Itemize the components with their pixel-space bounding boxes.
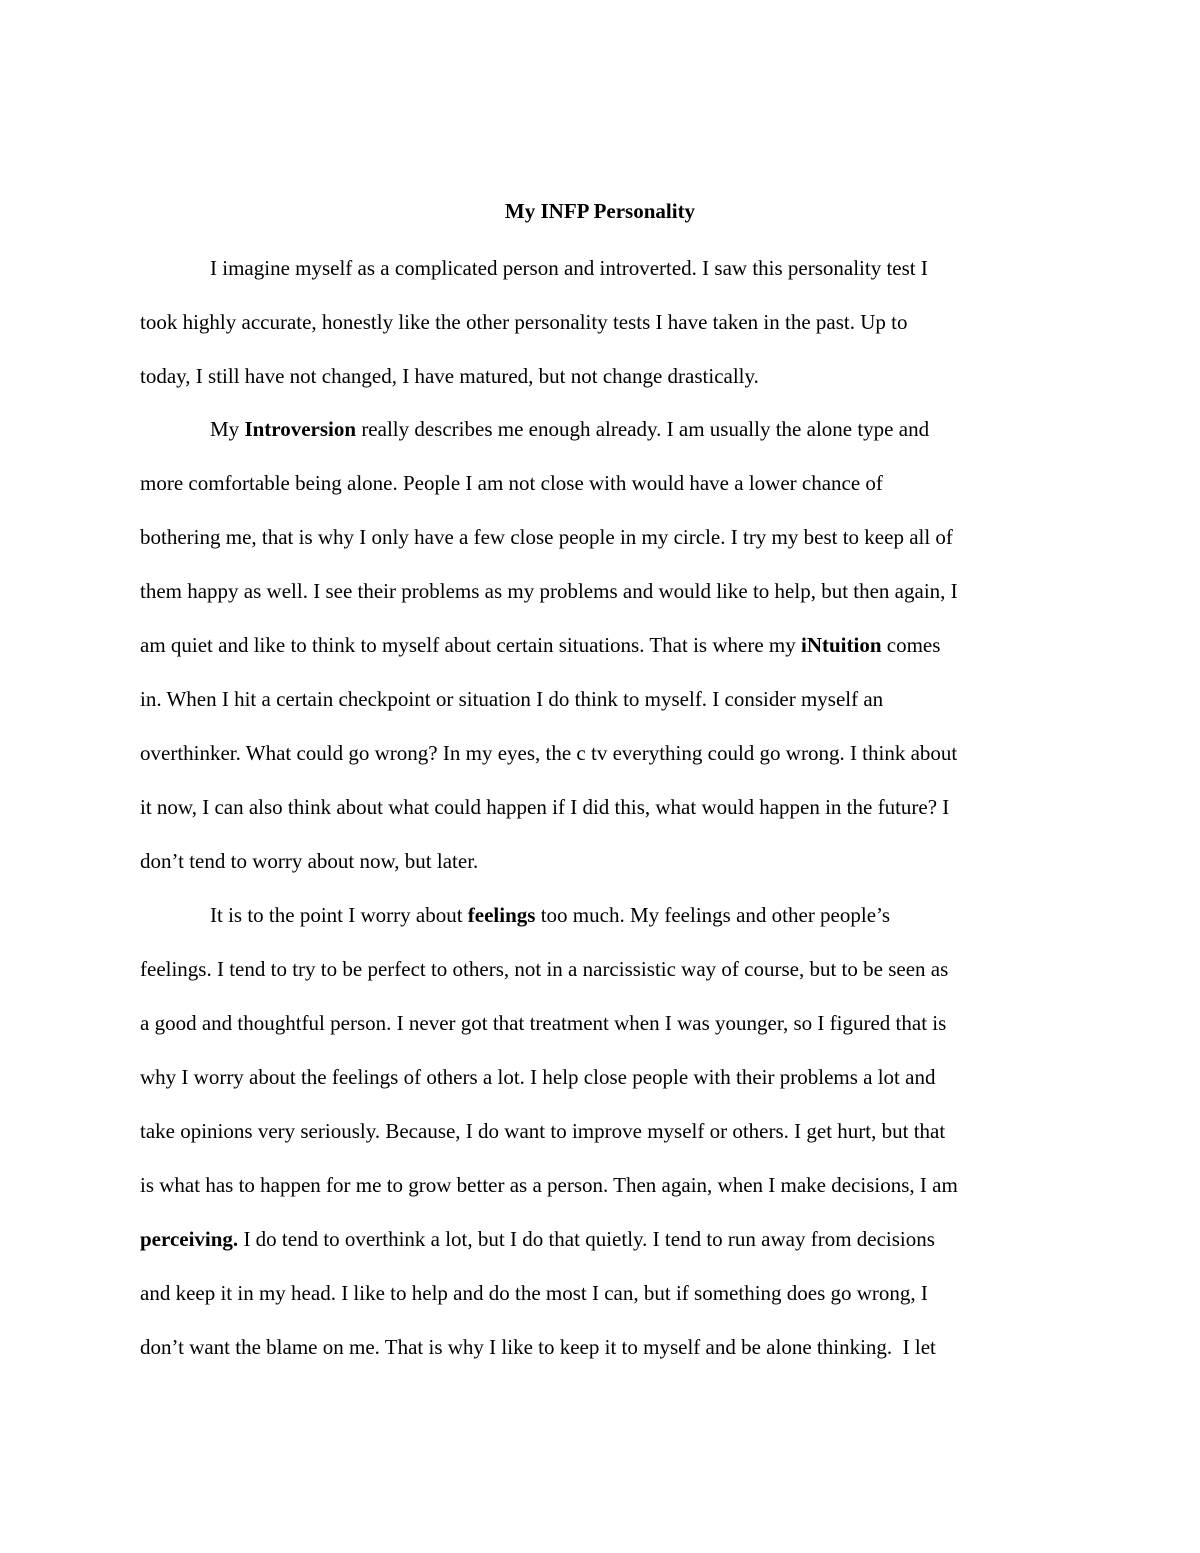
- paragraph-2-line-3: bothering me, that is why I only have a few close people in my circle. I try my best to keep all of: [140, 525, 953, 549]
- paragraph-2-line-8: it now, I can also think about what could happen if I did this, what would happen in the future? I: [140, 795, 950, 819]
- paragraph-3-line-9: don’t want the blame on me. That is why I like to keep it to myself and be alone thinking. I let: [140, 1335, 936, 1359]
- paragraph-2-line-5: [140, 627, 940, 663]
- text-run: really describes me enough already. I am usually the alone type and: [356, 417, 930, 441]
- text-run: too much. My feelings and other people’s: [535, 903, 891, 927]
- paragraph-3-line-3: a good and thoughtful person. I never got that treatment when I was younger, so I figured that is: [140, 1011, 947, 1035]
- text-run: I do tend to overthink a lot, but I do that quietly. I tend to run away from decisions: [238, 1227, 935, 1251]
- paragraph-2-line-9: don’t tend to worry about now, but later.: [140, 849, 479, 873]
- bold-term-feelings: feelings: [467, 903, 536, 927]
- text-run: My: [210, 417, 245, 441]
- text-run: It is to the point I worry about: [210, 903, 468, 927]
- paragraph-2-line-6: in. When I hit a certain checkpoint or situation I do think to myself. I consider myself an: [140, 687, 884, 711]
- paragraph-3-line-7: [140, 1221, 935, 1257]
- paragraph-1-line-3: today, I still have not changed, I have matured, but not change drastically.: [140, 364, 759, 388]
- paragraph-2-line-4: them happy as well. I see their problems as my problems and would like to help, but then again, I: [140, 579, 958, 603]
- text-run: am quiet and like to think to myself about certain situations. That is where my: [140, 633, 801, 657]
- paragraph-1-line-1: I imagine myself as a complicated person and introverted. I saw this personality test I: [210, 256, 928, 280]
- paragraph-3-line-2: feelings. I tend to try to be perfect to others, not in a narcissistic way of course, but to be seen as: [140, 957, 949, 981]
- paragraph-3-line-4: why I worry about the feelings of others a lot. I help close people with their problems a lot and: [140, 1065, 936, 1089]
- text-run: comes: [881, 633, 941, 657]
- paragraph-3-line-5: take opinions very seriously. Because, I do want to improve myself or others. I get hurt, but that: [140, 1119, 946, 1143]
- paragraph-2-line-7: overthinker. What could go wrong? In my eyes, the c tv everything could go wrong. I think about: [140, 741, 958, 765]
- paragraph-2-line-2: more comfortable being alone. People I am not close with would have a lower chance of: [140, 471, 883, 495]
- paragraph-3-line-6: is what has to happen for me to grow better as a person. Then again, when I make decisions, I am: [140, 1173, 958, 1197]
- bold-term-introversion: Introversion: [244, 417, 357, 441]
- paragraph-1-line-2: took highly accurate, honestly like the other personality tests I have taken in the past. Up to: [140, 310, 908, 334]
- paragraph-3-line-1: [210, 897, 890, 933]
- bold-term-intuition: iNtuition: [800, 633, 882, 657]
- paragraph-2-line-1: [210, 411, 929, 447]
- bold-term-perceiving: perceiving.: [140, 1227, 239, 1251]
- document-title: My INFP Personality: [504, 199, 696, 223]
- paragraph-3-line-8: and keep it in my head. I like to help and do the most I can, but if something does go wrong, I: [140, 1281, 928, 1305]
